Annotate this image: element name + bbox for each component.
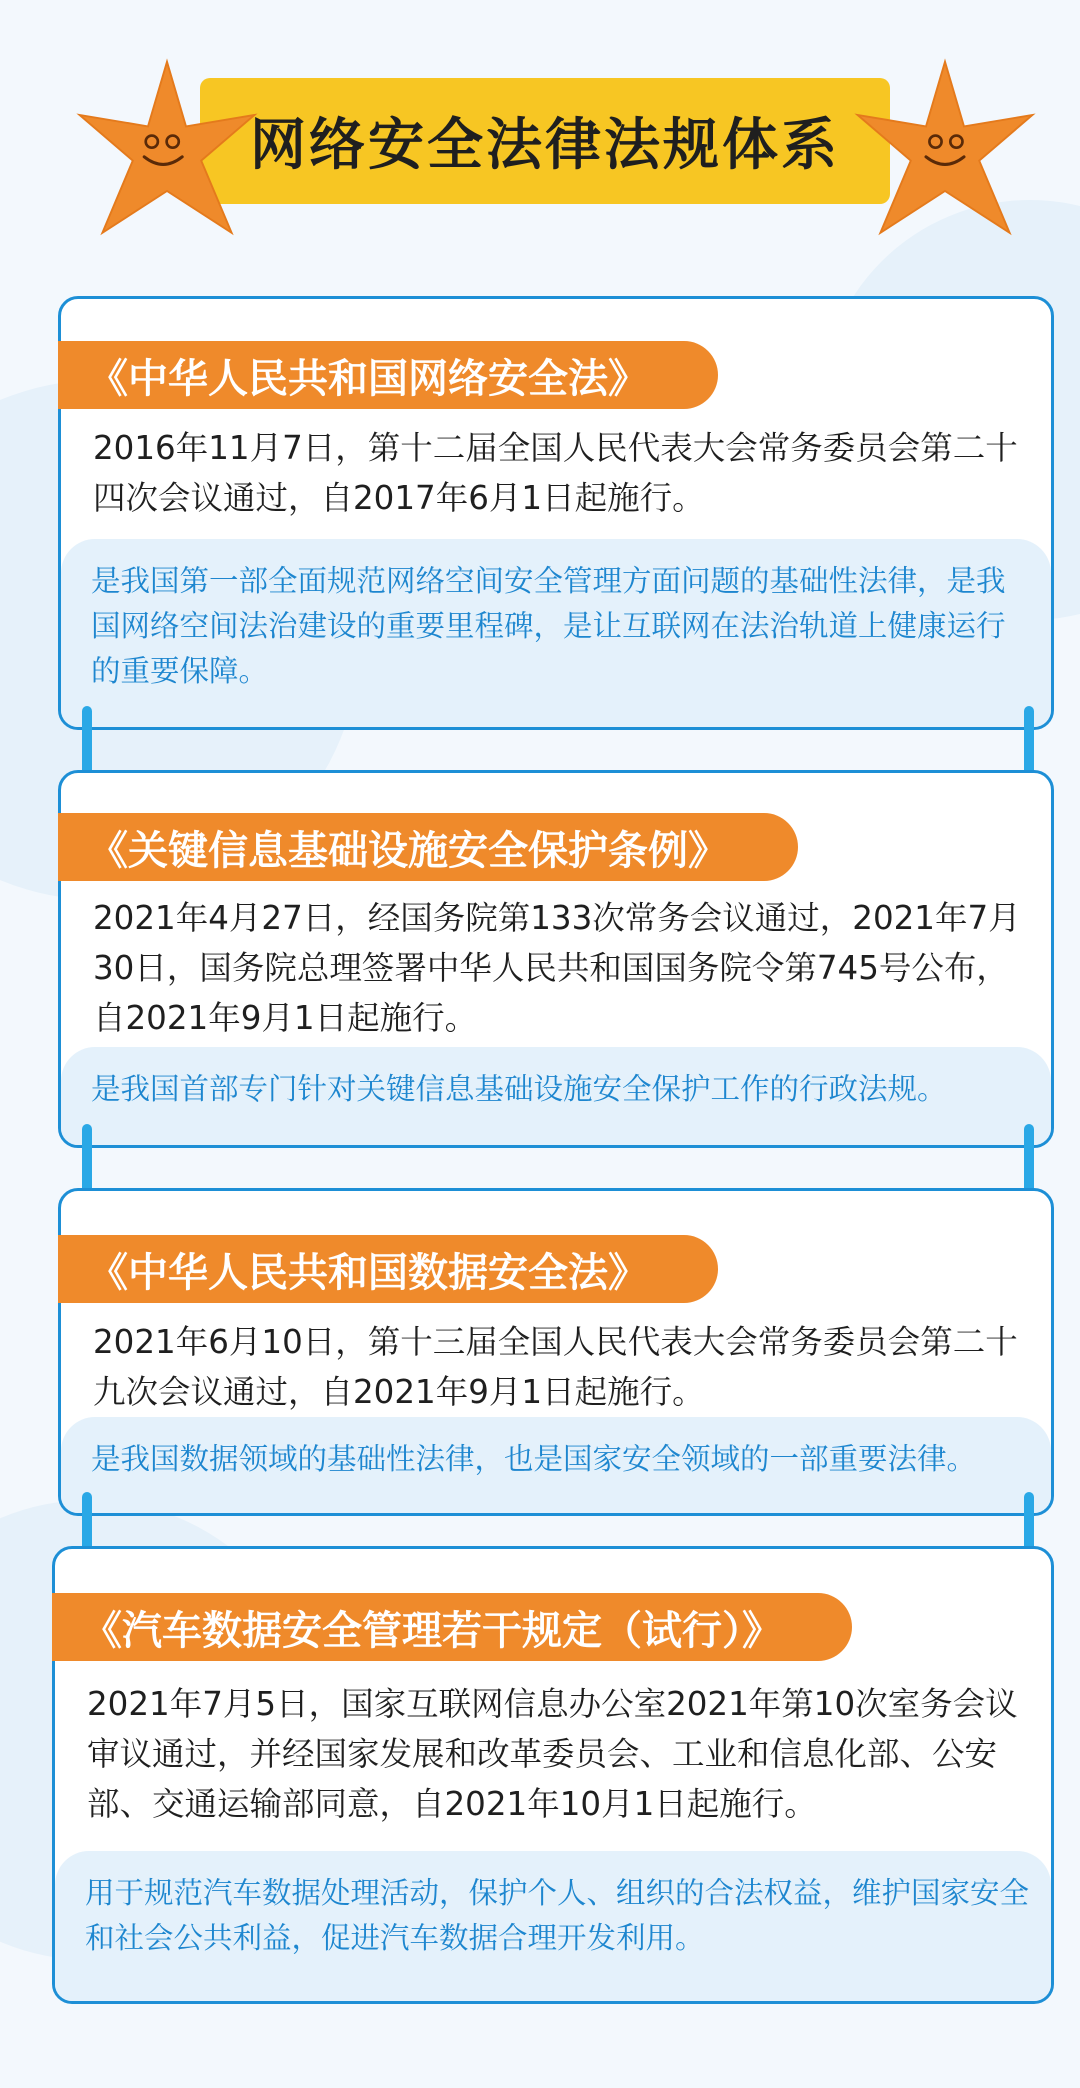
law-enactment-text: 2021年4月27日，经国务院第133次常务会议通过，2021年7月30日，国务院总理签署中华人民共和国国务院令第745号公布，自2021年9月1日起施行。	[93, 899, 1021, 1037]
law-enactment-text: 2021年6月10日，第十三届全国人民代表大会常务委员会第二十九次会议通过，自2021年9月1日起施行。	[93, 1323, 1018, 1411]
law-card	[58, 296, 1054, 730]
law-card	[58, 1188, 1054, 1516]
law-description: 是我国数据领域的基础性法律，也是国家安全领域的一部重要法律。	[61, 1417, 1051, 1513]
page-title: 网络安全法律法规体系	[250, 113, 840, 178]
law-enactment-text: 2021年7月5日，国家互联网信息办公室2021年第10次室务会议审议通过，并经国家发展和改革委员会、工业和信息化部、公安部、交通运输部同意，自2021年10月1日起施行。	[87, 1685, 1018, 1823]
law-description: 是我国第一部全面规范网络空间安全管理方面问题的基础性法律，是我国网络空间法治建设的重要里程碑，是让互联网在法治轨道上健康运行的重要保障。	[61, 539, 1051, 727]
law-card	[52, 1546, 1054, 2004]
law-enactment-text: 2016年11月7日，第十二届全国人民代表大会常务委员会第二十四次会议通过，自2017年6月1日起施行。	[93, 429, 1018, 517]
law-card	[58, 770, 1054, 1148]
law-title: 《关键信息基础设施安全保护条例》	[58, 813, 798, 881]
law-title: 《汽车数据安全管理若干规定（试行）》	[52, 1593, 852, 1661]
law-description: 用于规范汽车数据处理活动，保护个人、组织的合法权益，维护国家安全和社会公共利益，促进汽车数据合理开发利用。	[55, 1851, 1051, 2001]
smiling-star-icon	[850, 58, 1040, 248]
law-title: 《中华人民共和国数据安全法》	[58, 1235, 718, 1303]
law-title: 《中华人民共和国网络安全法》	[58, 341, 718, 409]
title-banner	[200, 78, 890, 204]
header	[0, 0, 1080, 260]
smiling-star-icon	[72, 58, 262, 248]
law-description: 是我国首部专门针对关键信息基础设施安全保护工作的行政法规。	[61, 1047, 1051, 1145]
